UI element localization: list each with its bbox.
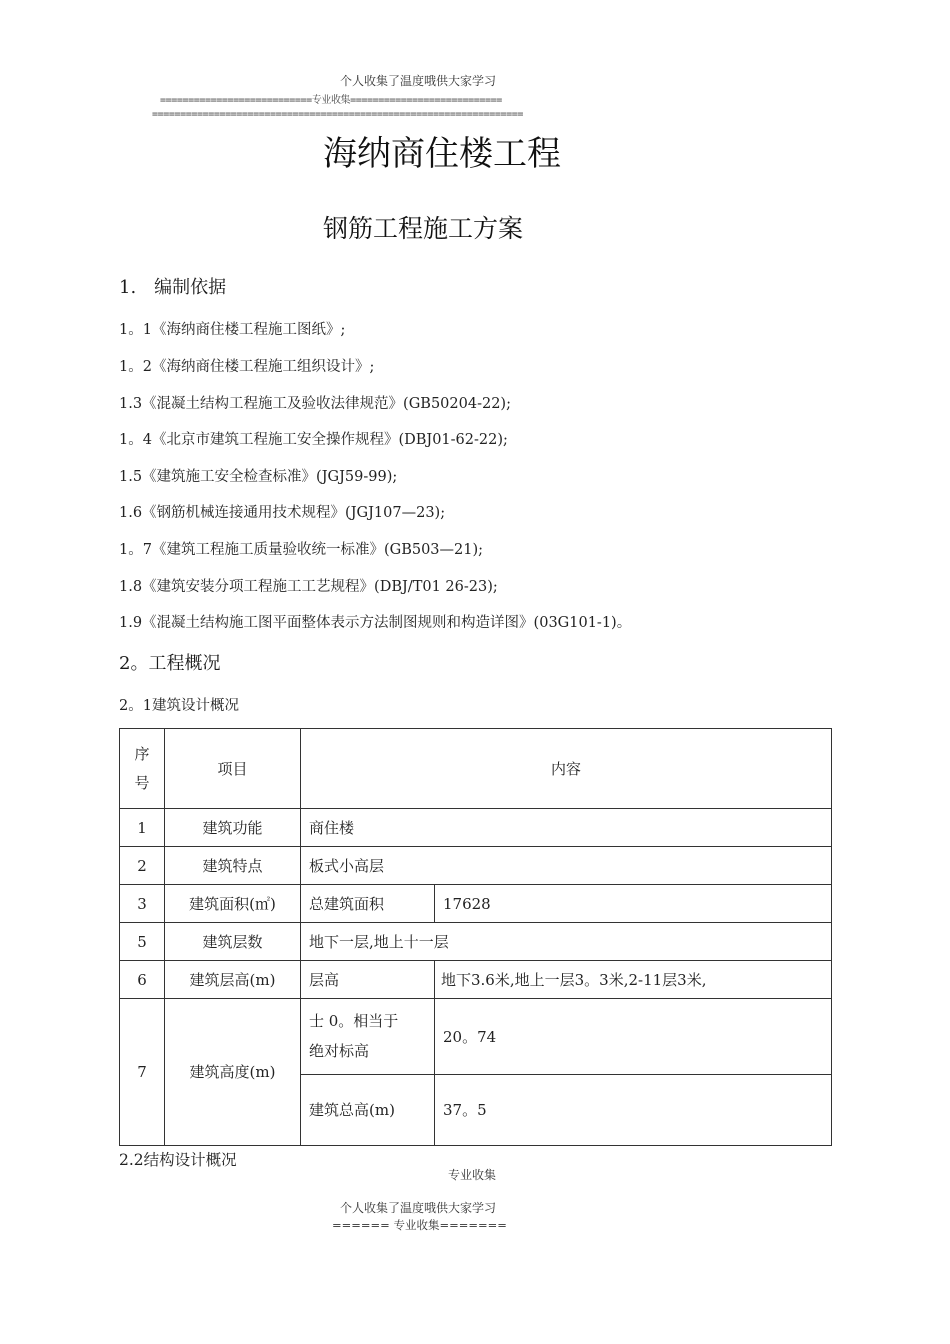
basis-item-8: 1.8《建筑安装分项工程施工工艺规程》(DBJ/T01 26-23); (119, 579, 498, 595)
table-header-row (120, 729, 832, 809)
header-divider-2: ================================================================== (152, 109, 523, 120)
basis-item-4: 1。4《北京市建筑工程施工安全操作规程》(DBJ01-62-22); (119, 432, 508, 448)
row-subitem: 士 0。相当于 绝对标高 (301, 999, 435, 1075)
row-value: 20。74 (435, 999, 832, 1075)
row-content: 商住楼 (301, 809, 832, 847)
basis-item-5: 1.5《建筑施工安全检查标准》(JGJ59-99); (119, 469, 398, 485)
header-item: 项目 (165, 729, 301, 809)
footer-note: 个人收集了温度哦供大家学习 (340, 1201, 497, 1215)
footer-label: 专业收集 (448, 1168, 497, 1182)
row-no: 5 (120, 923, 165, 961)
header-divider-1: ===========================专业收集=========================== (160, 95, 502, 106)
row-value: 37。5 (435, 1075, 832, 1146)
row-no: 2 (120, 847, 165, 885)
basis-item-1: 1。1《海纳商住楼工程施工图纸》; (119, 322, 346, 338)
building-design-table (119, 728, 832, 1146)
row-subitem: 建筑总高(m) (301, 1075, 435, 1146)
basis-item-7: 1。7《建筑工程施工质量验收统一标准》(GB503—21); (119, 542, 484, 558)
basis-item-2: 1。2《海纳商住楼工程施工组织设计》; (119, 359, 375, 375)
header-no: 序 号 (120, 729, 165, 809)
table-row (120, 885, 832, 923)
footer-divider: ====== 专业收集======= (332, 1218, 507, 1232)
basis-item-3: 1.3《混凝土结构工程施工及验收法律规范》(GB50204-22); (119, 396, 511, 412)
row-content: 地下一层,地上十一层 (301, 923, 832, 961)
row-subitem: 总建筑面积 (301, 885, 435, 923)
row-content: 板式小高层 (301, 847, 832, 885)
row-item: 建筑高度(m) (165, 999, 301, 1146)
section-2-heading: 2。工程概况 (119, 653, 221, 674)
row-no: 3 (120, 885, 165, 923)
row-item: 建筑特点 (165, 847, 301, 885)
row-subitem: 层高 (301, 961, 435, 999)
row-item: 建筑层数 (165, 923, 301, 961)
table-row (120, 923, 832, 961)
row-value: 17628 (435, 885, 832, 923)
basis-item-6: 1.6《钢筋机械连接通用技术规程》(JGJ107—23); (119, 505, 446, 521)
document-subtitle: 钢筋工程施工方案 (323, 214, 524, 243)
table-row (120, 809, 832, 847)
table-row (120, 961, 832, 999)
row-item: 建筑面积(㎡) (165, 885, 301, 923)
header-note: 个人收集了温度哦供大家学习 (340, 74, 497, 88)
section-2-1-heading: 2。1建筑设计概况 (119, 698, 239, 714)
row-item: 建筑层高(m) (165, 961, 301, 999)
table-row (120, 847, 832, 885)
row-item: 建筑功能 (165, 809, 301, 847)
header-content: 内容 (301, 729, 832, 809)
section-1-heading: 1. 编制依据 (119, 277, 227, 298)
row-no: 7 (120, 999, 165, 1146)
row-no: 6 (120, 961, 165, 999)
document-title: 海纳商住楼工程 (323, 134, 561, 174)
section-2-2-heading: 2.2结构设计概况 (119, 1151, 237, 1169)
basis-item-9: 1.9《混凝土结构施工图平面整体表示方法制图规则和构造详图》(03G101-1)。 (119, 615, 632, 631)
row-no: 1 (120, 809, 165, 847)
row-value: 地下3.6米,地上一层3。3米,2-11层3米, (435, 961, 832, 999)
table-row (120, 999, 832, 1075)
